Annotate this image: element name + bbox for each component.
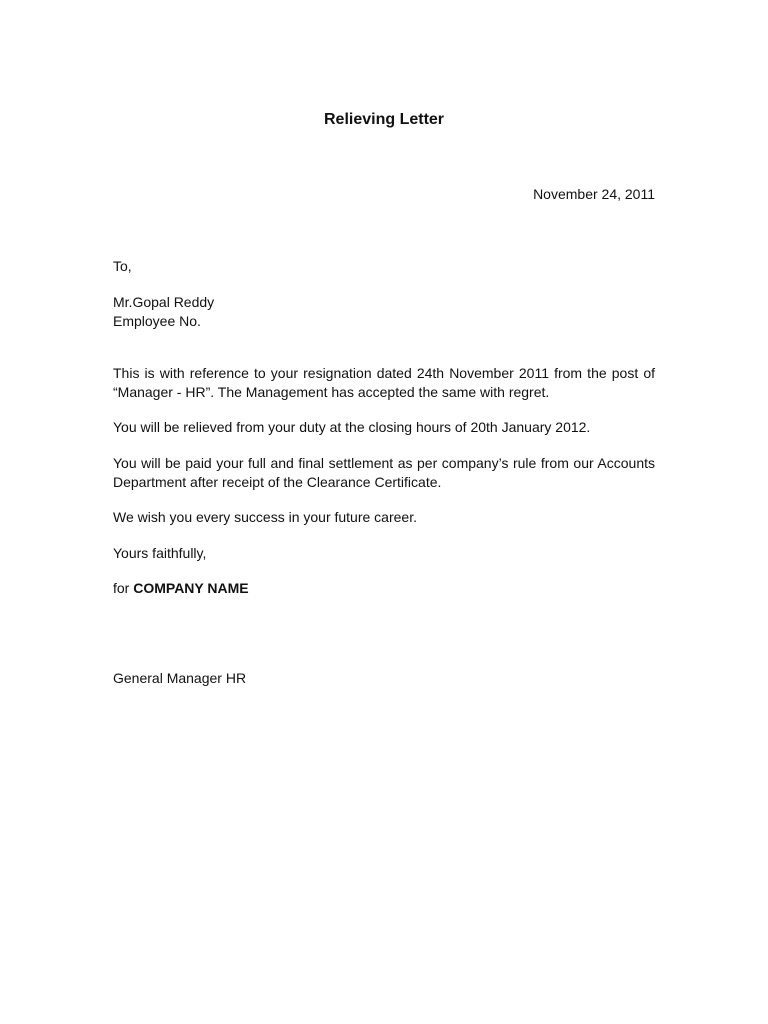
signatory: General Manager HR: [113, 670, 247, 686]
paragraph-wishes: We wish you every success in your future career.: [113, 509, 417, 525]
company-name: COMPANY NAME: [133, 580, 249, 596]
signoff-line: [113, 579, 655, 598]
recipient-block: [113, 293, 214, 331]
paragraph-resignation: This is with reference to your resignation dated 24th November 2011 from the post of “Manager - HR”. The Management has accepted the same with regret.: [113, 365, 655, 400]
signoff-prefix: for: [113, 580, 130, 596]
letter-date: November 24, 2011: [533, 186, 655, 202]
closing: Yours faithfully,: [113, 545, 207, 561]
recipient-name: Mr.Gopal Reddy: [113, 294, 215, 310]
paragraph-settlement: You will be paid your full and final settlement as per company’s rule from our Accounts Department after receipt of the Clearance Certificate.: [113, 455, 655, 490]
letter-title: Relieving Letter: [323, 111, 445, 128]
paragraph-relieving-date: You will be relieved from your duty at the closing hours of 20th January 2012.: [113, 419, 591, 435]
employee-number: Employee No.: [113, 313, 201, 329]
salutation: To,: [113, 258, 132, 274]
